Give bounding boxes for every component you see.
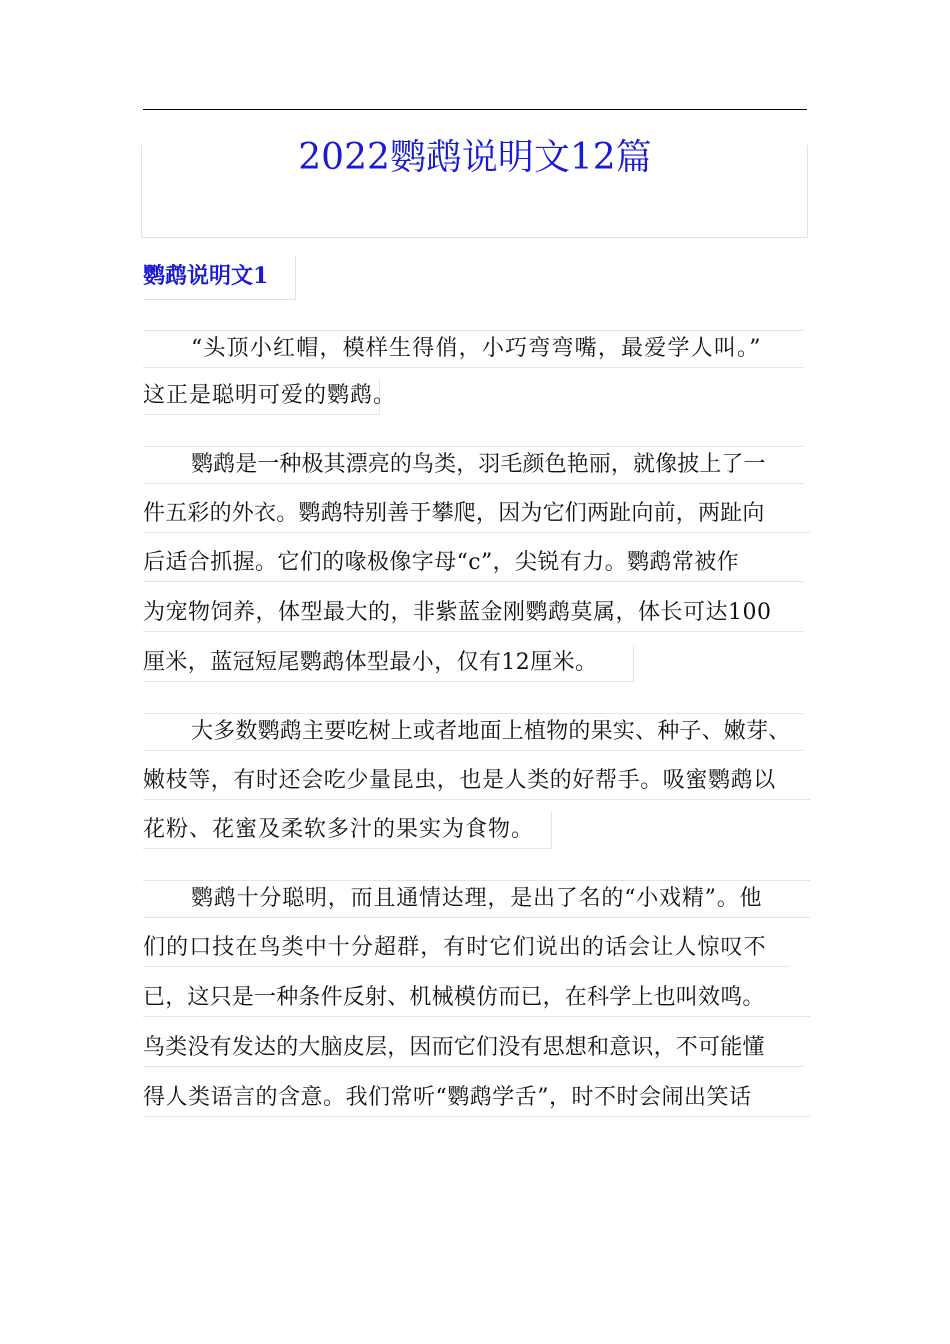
paragraph-line: 件五彩的外衣。鹦鹉特别善于攀爬，因为它们两趾向前，两趾向 bbox=[143, 496, 810, 533]
paragraph-line: 花粉、花蜜及柔软多汁的果实为食物。 bbox=[143, 812, 552, 849]
paragraph-line: 这正是聪明可爱的鹦鹉。 bbox=[143, 378, 380, 415]
paragraph-line: 已，这只是一种条件反射、机械模仿而已，在科学上也叫效鸣。 bbox=[143, 980, 810, 1017]
paragraph-line: 嫩枝等，有时还会吃少量昆虫，也是人类的好帮手。吸蜜鹦鹉以 bbox=[143, 763, 810, 800]
paragraph-line: 得人类语言的含意。我们常听“鹦鹉学舌”，时不时会闹出笑话 bbox=[143, 1080, 810, 1117]
paragraph-line: 们的口技在鸟类中十分超群，有时它们说出的话会让人惊叹不 bbox=[143, 930, 789, 967]
section-heading: 鹦鹉说明文1 bbox=[143, 256, 296, 300]
paragraph-line: “头顶小红帽，模样生得俏，小巧弯弯嘴，最爱学人叫。” bbox=[143, 330, 804, 368]
paragraph-line: 大多数鹦鹉主要吃树上或者地面上植物的果实、种子、嫩芽、 bbox=[143, 713, 804, 751]
paragraph-line: 后适合抓握。它们的喙极像字母“c”，尖锐有力。鹦鹉常被作 bbox=[143, 545, 804, 582]
paragraph-line: 鹦鹉十分聪明，而且通情达理，是出了名的“小戏精”。他 bbox=[143, 880, 810, 918]
paragraph-line: 厘米，蓝冠短尾鹦鹉体型最小，仅有12厘米。 bbox=[143, 645, 634, 682]
paragraph-line: 鹦鹉是一种极其漂亮的鸟类，羽毛颜色艳丽，就像披上了一 bbox=[143, 446, 804, 484]
paragraph-line: 鸟类没有发达的大脑皮层，因而它们没有思想和意识，不可能懂 bbox=[143, 1030, 804, 1067]
document-title: 2022鹦鹉说明文12篇 bbox=[298, 137, 652, 178]
paragraph-line: 为宠物饲养，体型最大的，非紫蓝金刚鹦鹉莫属，体长可达100 bbox=[143, 595, 804, 632]
header-rule bbox=[143, 109, 807, 110]
